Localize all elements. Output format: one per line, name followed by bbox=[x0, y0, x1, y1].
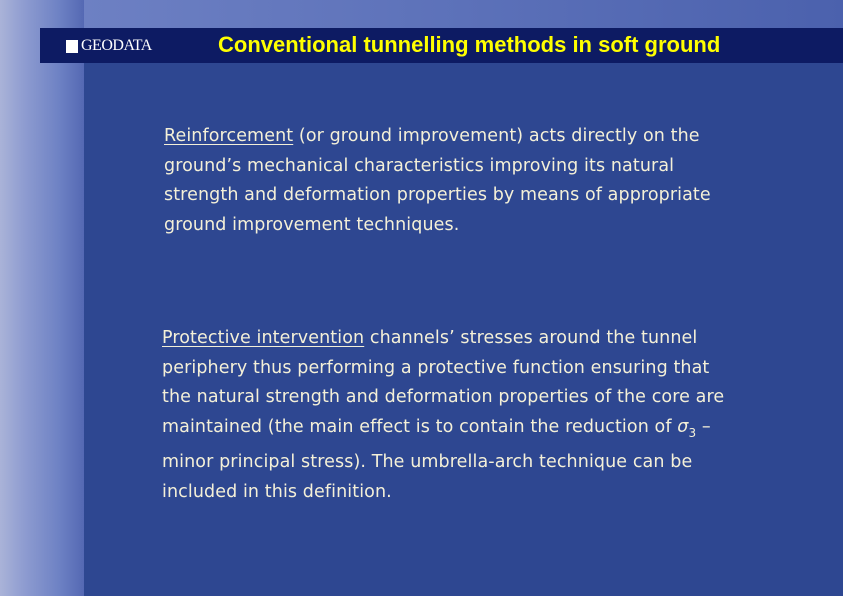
protective-intervention-term: Protective intervention bbox=[162, 328, 365, 348]
left-decorative-band bbox=[0, 0, 84, 596]
reinforcement-text: (or ground improvement) acts directly on the ground’s mechanical characteristics improving its natural strength and deformation properties by means of appropriate ground improvement techniques. bbox=[164, 126, 711, 235]
logo-text: GEODATA bbox=[81, 37, 152, 54]
protective-text-after: – minor principal stress). The umbrella-arch technique can be included in this definition. bbox=[162, 416, 711, 502]
slide-content-area bbox=[84, 28, 843, 596]
protective-intervention-paragraph bbox=[162, 324, 737, 507]
logo-square-icon bbox=[66, 40, 78, 53]
sigma-symbol: σ bbox=[677, 416, 689, 437]
top-decorative-band bbox=[84, 0, 843, 28]
protective-text-before: channels’ stresses around the tunnel periphery thus performing a protective function ensuring that the natural strength and deformation properties of the core are maintained (the main effect is to contain the reduction of bbox=[162, 328, 725, 437]
sigma-subscript: 3 bbox=[688, 425, 697, 440]
reinforcement-term: Reinforcement bbox=[164, 126, 294, 146]
reinforcement-paragraph bbox=[164, 122, 739, 240]
page-title: Conventional tunnelling methods in soft ground bbox=[218, 32, 721, 57]
geodata-logo bbox=[66, 36, 152, 56]
